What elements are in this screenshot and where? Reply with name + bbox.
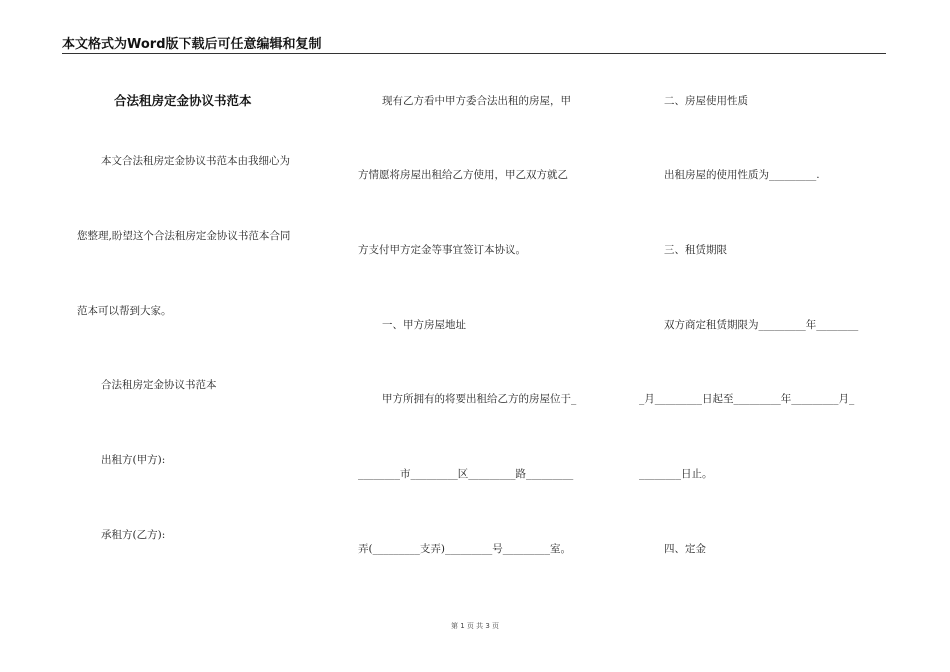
address-blank-line: 弄(_________支弄)_________号_________室。 (358, 543, 571, 555)
paragraph-line: 本文合法租房定金协议书范本由我细心为 (101, 155, 290, 167)
paragraph-line: 现有乙方看中甲方委合法出租的房屋，甲 (382, 95, 571, 107)
section-heading: 合法租房定金协议书范本 (101, 379, 217, 391)
paragraph-line: 方情愿将房屋出租给乙方使用，甲乙双方就乙 (358, 169, 568, 181)
date-blank-line: ________日止。 (639, 468, 713, 480)
date-blank-line: _月_________日起至_________年_________月_ (639, 393, 855, 405)
paragraph-line: 双方商定租赁期限为_________年________ (664, 319, 859, 331)
section-heading: 一、甲方房屋地址 (382, 319, 466, 331)
paragraph-line: 出租房屋的使用性质为_________. (664, 169, 820, 181)
paragraph-line: 方支付甲方定金等事宜签订本协议。 (358, 244, 526, 256)
section-heading: 二、房屋使用性质 (664, 95, 748, 107)
paragraph-line: 甲方所拥有的将要出租给乙方的房屋位于_ (382, 393, 577, 405)
document-title: 合法租房定金协议书范本 (114, 93, 252, 108)
section-heading: 四、定金 (664, 543, 706, 555)
address-blank-line: ________市_________区_________路_________ (358, 468, 574, 480)
paragraph-line: 范本可以帮到大家。 (77, 305, 172, 317)
paragraph-line: 您整理,盼望这个合法租房定金协议书范本合同 (77, 230, 291, 242)
party-b-label: 承租方(乙方): (101, 529, 166, 541)
party-a-label: 出租方(甲方): (101, 454, 166, 466)
page-number: 第 1 页 共 3 页 (450, 622, 500, 630)
section-heading: 三、租赁期限 (664, 244, 727, 256)
document-header-banner: 本文格式为Word版下载后可任意编辑和复制 (62, 36, 886, 54)
